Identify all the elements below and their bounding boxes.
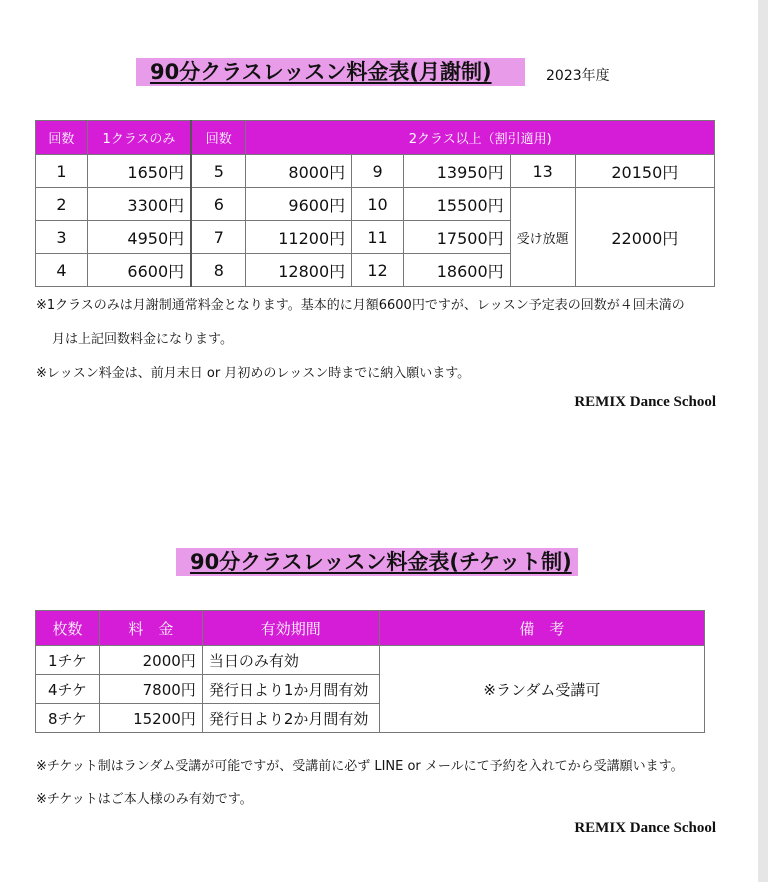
header-remarks: 備 考 bbox=[379, 611, 704, 646]
table-cell: 7 bbox=[191, 221, 246, 254]
school-brand: REMIX Dance School bbox=[574, 394, 716, 410]
table-header-row bbox=[36, 611, 705, 646]
school-brand-2: REMIX Dance School bbox=[574, 820, 716, 836]
header-kai: 回数 bbox=[36, 121, 88, 155]
table-cell: 18600円 bbox=[403, 254, 510, 287]
ticket-note-2: ※チケットはご本人様のみ有効です。 bbox=[36, 792, 253, 807]
table-cell: 9 bbox=[352, 155, 404, 188]
year-label: 2023年度 bbox=[546, 68, 610, 84]
header-kai-2: 回数 bbox=[191, 121, 246, 155]
table-cell: 6 bbox=[191, 188, 246, 221]
unlimited-label: 受け放題 bbox=[510, 188, 575, 287]
monthly-fee-title: 90分クラスレッスン料金表(月謝制) bbox=[136, 58, 525, 86]
unlimited-price: 22000円 bbox=[575, 188, 714, 287]
header-count: 枚数 bbox=[36, 611, 100, 646]
monthly-note-1: ※1クラスのみは月謝制通常料金となります。基本的に月額6600円ですが、レッスン予定表の回数が４回未満の bbox=[36, 298, 685, 313]
remarks-cell: ※ランダム受講可 bbox=[379, 646, 704, 733]
table-cell: 5 bbox=[191, 155, 246, 188]
table-cell: 4 bbox=[36, 254, 88, 287]
monthly-fee-table bbox=[35, 120, 715, 287]
header-valid-period: 有効期間 bbox=[202, 611, 379, 646]
table-cell: 13 bbox=[510, 155, 575, 188]
table-cell: 1チケ bbox=[36, 646, 100, 675]
header-one-class: 1クラスのみ bbox=[87, 121, 191, 155]
table-cell: 発行日より2か月間有効 bbox=[202, 704, 379, 733]
table-cell: 2000円 bbox=[99, 646, 202, 675]
table-cell: 1 bbox=[36, 155, 88, 188]
table-cell: 8チケ bbox=[36, 704, 100, 733]
table-cell: 発行日より1か月間有効 bbox=[202, 675, 379, 704]
table-cell: 8000円 bbox=[246, 155, 352, 188]
header-multi-class: 2クラス以上（割引適用) bbox=[246, 121, 715, 155]
page-edge bbox=[758, 0, 768, 882]
ticket-fee-title: 90分クラスレッスン料金表(チケット制) bbox=[176, 548, 578, 576]
monthly-note-2: ※レッスン料金は、前月末日 or 月初めのレッスン時までに納入願います。 bbox=[36, 366, 471, 381]
table-cell: 12800円 bbox=[246, 254, 352, 287]
table-cell: 3 bbox=[36, 221, 88, 254]
table-cell: 11200円 bbox=[246, 221, 352, 254]
table-row bbox=[36, 155, 715, 188]
table-cell: 20150円 bbox=[575, 155, 714, 188]
table-cell: 3300円 bbox=[87, 188, 191, 221]
table-row bbox=[36, 646, 705, 675]
table-row bbox=[36, 188, 715, 221]
table-header-row bbox=[36, 121, 715, 155]
table-cell: 当日のみ有効 bbox=[202, 646, 379, 675]
table-cell: 1650円 bbox=[87, 155, 191, 188]
monthly-note-1-cont: 月は上記回数料金になります。 bbox=[52, 332, 233, 347]
table-cell: 9600円 bbox=[246, 188, 352, 221]
table-cell: 8 bbox=[191, 254, 246, 287]
table-cell: 7800円 bbox=[99, 675, 202, 704]
table-cell: 15200円 bbox=[99, 704, 202, 733]
ticket-fee-table bbox=[35, 610, 705, 733]
table-cell: 12 bbox=[352, 254, 404, 287]
table-cell: 4チケ bbox=[36, 675, 100, 704]
table-cell: 2 bbox=[36, 188, 88, 221]
table-cell: 15500円 bbox=[403, 188, 510, 221]
table-cell: 11 bbox=[352, 221, 404, 254]
ticket-note-1: ※チケット制はランダム受講が可能ですが、受講前に必ず LINE or メールにて予約を入れてから受講願います。 bbox=[36, 759, 684, 774]
table-cell: 4950円 bbox=[87, 221, 191, 254]
header-fee: 料 金 bbox=[99, 611, 202, 646]
table-cell: 10 bbox=[352, 188, 404, 221]
table-cell: 13950円 bbox=[403, 155, 510, 188]
table-cell: 6600円 bbox=[87, 254, 191, 287]
table-cell: 17500円 bbox=[403, 221, 510, 254]
